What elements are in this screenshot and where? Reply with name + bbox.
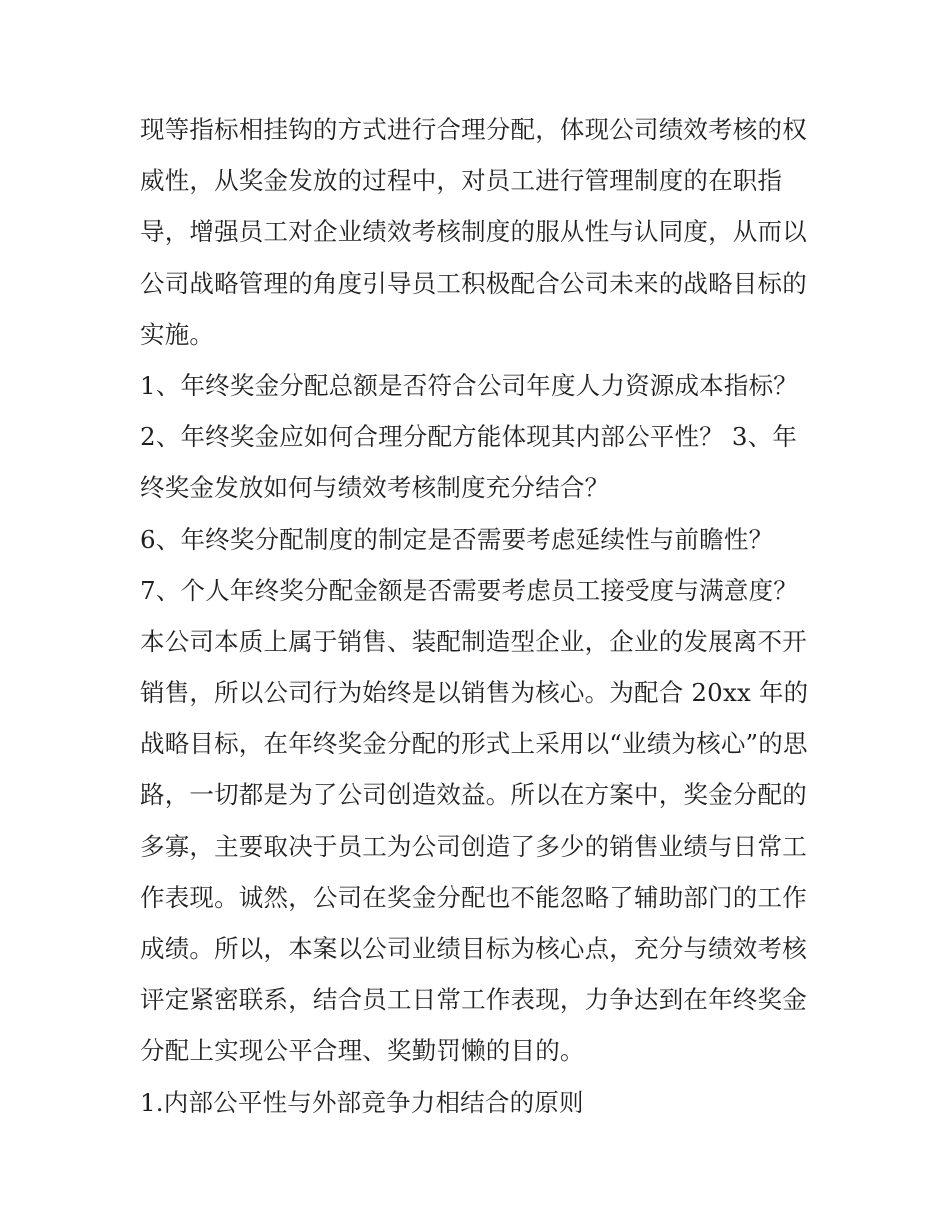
text-line: 多寡，主要取决于员工为公司创造了多少的销售业绩与日常工 bbox=[140, 831, 807, 861]
text-line: 威性，从奖金发放的过程中，对员工进行管理制度的在职指 bbox=[140, 166, 783, 196]
text-line: 公司战略管理的角度引导员工积极配合公司未来的战略目标的 bbox=[140, 268, 807, 298]
text-line: 实施。 bbox=[140, 319, 215, 349]
text-line: 分配上实现公平合理、奖勤罚懒的目的。 bbox=[140, 1036, 585, 1066]
question-item-1: 1、年终奖金分配总额是否符合公司年度人力资源成本指标？ bbox=[140, 370, 798, 400]
text-line: 现等指标相挂钩的方式进行合理分配，体现公司绩效考核的权 bbox=[140, 115, 807, 144]
section-heading: 1.内部公平性与外部竞争力相结合的原则 bbox=[140, 1087, 584, 1117]
document-body bbox=[140, 104, 816, 1128]
text-line: 战略目标，在年终奖金分配的形式上采用以“业绩为核心”的思 bbox=[140, 729, 808, 759]
text-line: 导，增强员工对企业绩效考核制度的服从性与认同度，从而以 bbox=[140, 217, 807, 247]
text-line: 评定紧密联系，结合员工日常工作表现，力争达到在年终奖金 bbox=[140, 985, 807, 1015]
question-item-6: 6、年终奖分配制度的制定是否需要考虑延续性与前瞻性？ bbox=[140, 524, 774, 554]
text-line: 终奖金发放如何与绩效考核制度充分结合？ bbox=[140, 473, 610, 503]
text-line: 销售，所以公司行为始终是以销售为核心。为配合 20xx 年的 bbox=[140, 678, 809, 708]
question-item-7: 7、个人年终奖分配金额是否需要考虑员工接受度与满意度？ bbox=[140, 575, 798, 605]
text-line: 路，一切都是为了公司创造效益。所以在方案中，奖金分配的 bbox=[140, 780, 807, 810]
question-item-2: 2、年终奖金应如何合理分配方能体现其内部公平性？ 3、年 bbox=[140, 422, 798, 452]
text-line: 本公司本质上属于销售、装配制造型企业，企业的发展离不开 bbox=[140, 626, 807, 656]
text-line: 作表现。诚然，公司在奖金分配也不能忽略了辅助部门的工作 bbox=[140, 882, 807, 912]
text-line: 成绩。所以，本案以公司业绩目标为核心点，充分与绩效考核 bbox=[140, 934, 807, 963]
